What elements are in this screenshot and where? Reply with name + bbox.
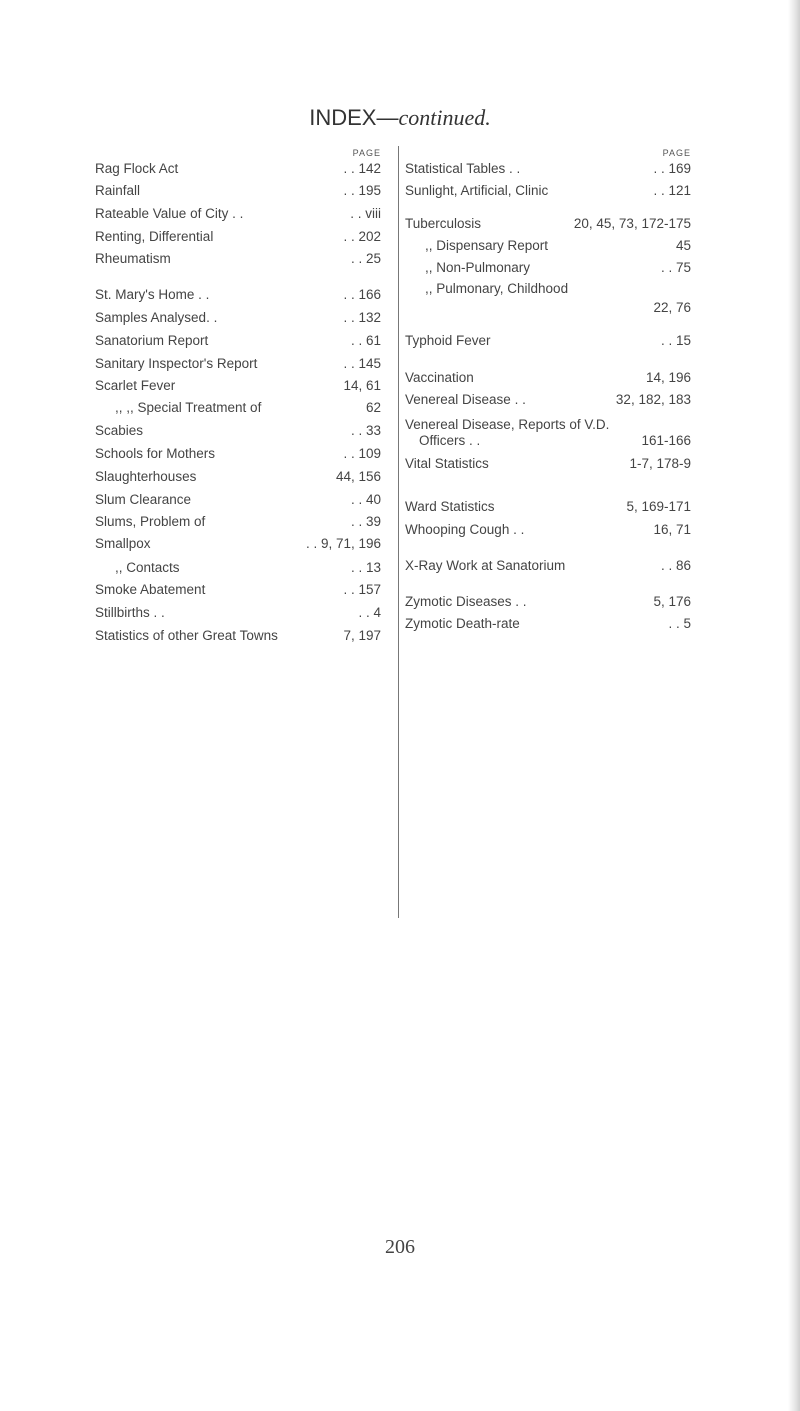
page-edge-shadow (788, 0, 800, 1411)
page-number: 206 (385, 1236, 415, 1258)
page-column-header: PAGE (352, 148, 381, 158)
column-divider (398, 146, 399, 918)
title-main: INDEX— (309, 105, 399, 130)
page-column-header: PAGE (662, 148, 691, 158)
index-column-left: PAGE Rag Flock Act . . 142 Rainfall . . 195 Rateable Value of City . . . . viii Renting, Differential . . 202 Rheumatism . . 25 St. Mary's Home . . . . 166 Samples Analysed. . . . 132 Sanatorium Report . . 61 Sanitary Inspector's Report . . 145 Scarlet Fever 14, 61 ,, ,, Special Treatment of 62 Scabies . . 33 Schools for Mothers . . 109 Slaughterhouses 44, 156 Slum Clearance . . 40 Slums, Problem of . . 39 Smallpox . . 9, 71, 196 ,, Contacts . . 13 Smoke Abatement . . 157 Stillbirths . . . . 4 Statistics of other Great Towns 7, 197 (95, 148, 385, 161)
page-title (0, 105, 800, 131)
index-column-right: PAGE Statistical Tables . . . . 169 Sunlight, Artificial, Clinic . . 121 Tuberculosis 20, 45, 73, 172-175 ,, Dispensary Report 45 ,, Non-Pulmonary . . 75 ,, Pulmonary, Childhood 22, 76 Typhoid Fever . . 15 Vaccination 14, 196 Venereal Disease . . 32, 182, 183 Venereal Disease, Reports of V.D. Officers . . 161-166 Vital Statistics 1-7, 178-9 Ward Statistics 5, 169-171 Whooping Cough . . 16, 71 X-Ray Work at Sanatorium . . 86 Zymotic Diseases . . 5, 176 Zymotic Death-rate . . 5 (405, 148, 695, 161)
title-continued: continued. (398, 105, 491, 130)
